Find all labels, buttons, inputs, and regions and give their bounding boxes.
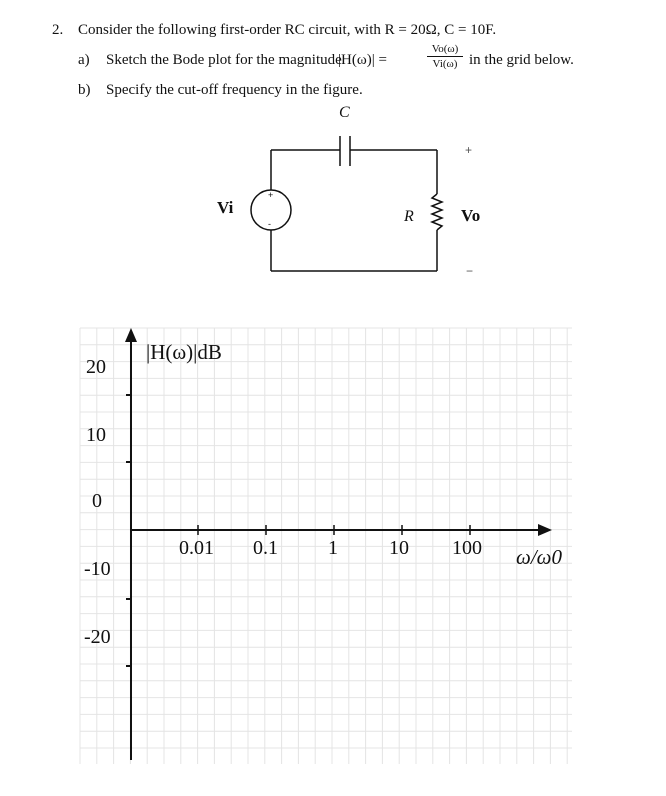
output-minus: − (466, 264, 474, 278)
fraction-numerator: Vo(ω) (427, 43, 463, 57)
bode-grid (80, 328, 572, 764)
x-tick-label: 100 (452, 537, 482, 559)
y-tick-label: 10 (86, 424, 106, 446)
part-a-letter: a) (78, 52, 90, 68)
output-plus: + (465, 143, 473, 157)
y-axis-arrow (125, 328, 137, 342)
y-tick-label: -10 (84, 558, 111, 580)
y-tick-label: 0 (92, 490, 102, 512)
source-minus-mark: - (268, 219, 271, 229)
x-tick-label: 0.01 (179, 537, 214, 559)
part-a-text: Sketch the Bode plot for the magnitude (106, 52, 342, 68)
x-tick-label: 0.1 (253, 537, 278, 559)
source-plus-mark: + (268, 190, 274, 200)
x-tick-label: 1 (328, 537, 338, 559)
question-stem: Consider the following first-order RC circuit, with R = 20Ω, C = 10F. (78, 22, 497, 38)
x-axis-title: ω/ω0 (516, 545, 562, 569)
fraction-denominator: Vi(ω) (432, 58, 458, 70)
source-label: Vi (217, 198, 234, 217)
capacitor-label: C (339, 104, 350, 121)
magnitude-expression: |H(ω)| = (338, 52, 387, 68)
y-tick-label: 20 (86, 356, 106, 378)
part-b-letter: b) (78, 82, 91, 98)
part-a-tail: in the grid below. (469, 52, 574, 68)
resistor (432, 194, 442, 230)
y-axis-title: |H(ω)|dB (146, 340, 222, 364)
y-tick-label: -20 (84, 626, 111, 648)
output-label: Vo (461, 206, 481, 225)
rc-circuit (251, 136, 442, 271)
resistor-label: R (404, 208, 414, 225)
x-tick-label: 10 (389, 537, 409, 559)
question-number: 2. (52, 22, 64, 38)
part-b-text: Specify the cut-off frequency in the figure. (106, 82, 363, 98)
